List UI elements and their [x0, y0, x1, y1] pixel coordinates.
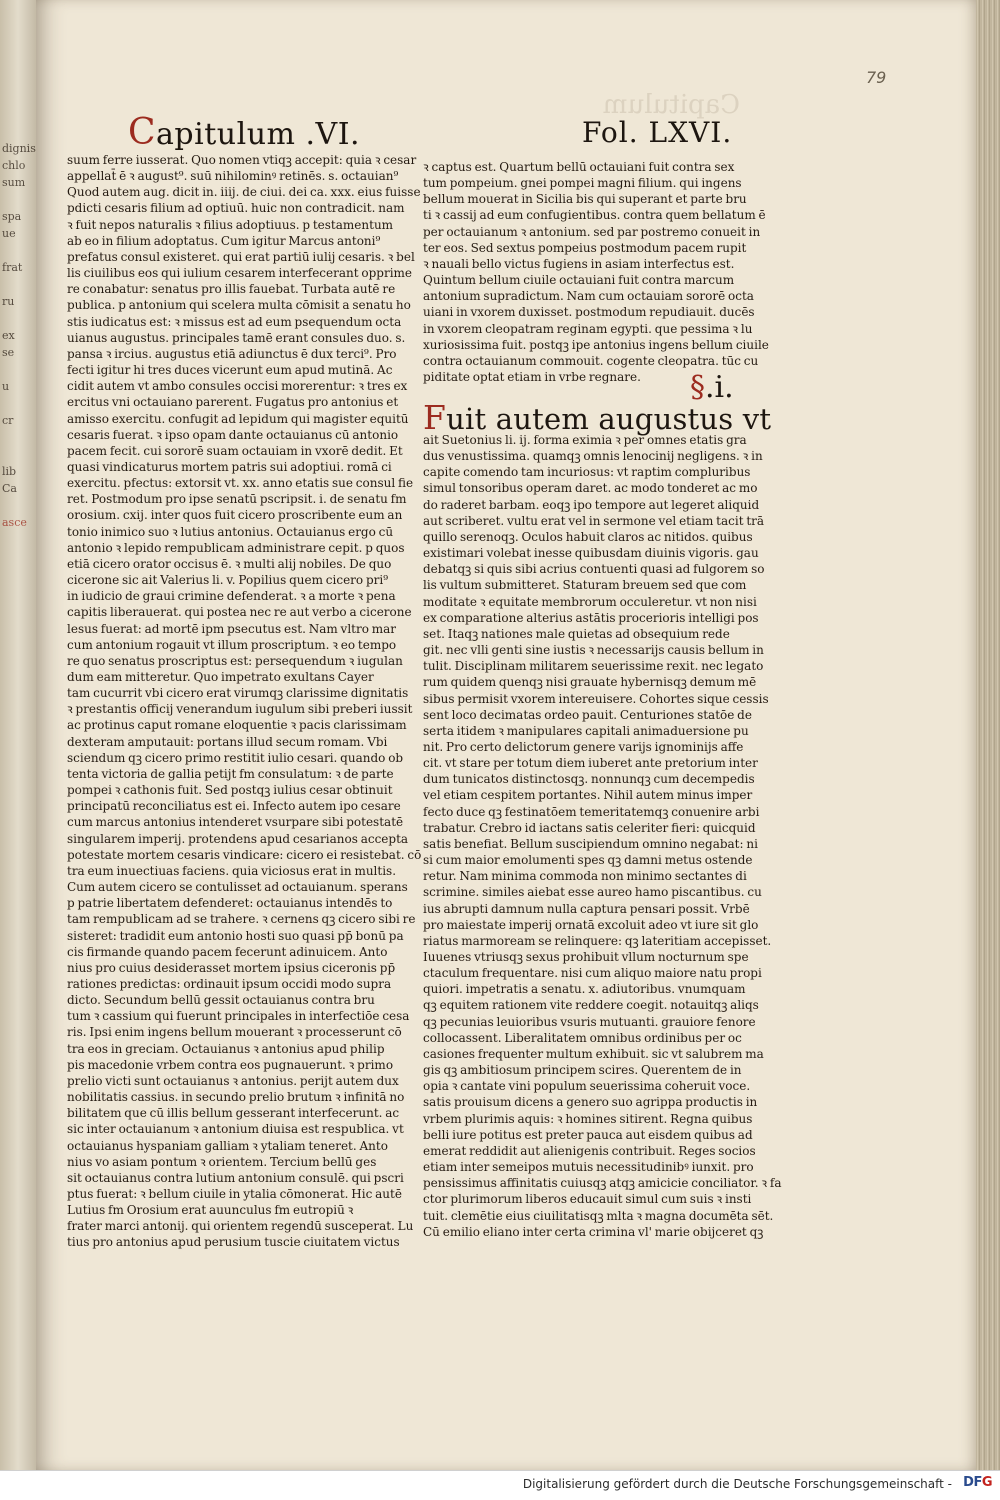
text-line: piditate optat etiam in vrbe regnare. — [423, 370, 641, 385]
text-line: ctor plurimorum liberos educauit simul cum suis ꝛ insti — [423, 1192, 752, 1207]
text-line: dicto. Secundum bellū gessit octauianus contra bru — [67, 993, 375, 1008]
text-line: p patrie libertatem defenderet: octauianus intendēs to — [67, 896, 393, 911]
text-line: tius pro antonius apud perusium tuscie ciuitatem victus — [67, 1235, 400, 1250]
text-line: vrbem plurimis aquis: ꝛ homines sitirent. Regna quibus — [423, 1111, 753, 1126]
text-line: trabatur. Crebro id iactans satis celeriter fieri: quicquid — [423, 820, 756, 835]
text-line: ꝛ nauali bello victus fugiens in asiam interfectus est. — [423, 256, 735, 271]
text-line: stis iudicatus est: ꝛ missus est ad eum psequendum octa — [67, 314, 402, 329]
text-line: belli iure potitus est preter pauca aut eisdem quibus ad — [423, 1127, 753, 1142]
text-line: tuit. clemētie eius ciuilitatisqꝫ mlta ꝛ magna documēta sēt. — [423, 1208, 774, 1223]
text-line: serta itidem ꝛ manipulares capitali animaduersione pu — [423, 723, 749, 738]
section-symbol: § — [690, 370, 705, 405]
text-line: principatū reconciliatus est ei. Infecto autem ipo cesare — [67, 799, 401, 814]
text-line: rationes predictas: ordinauit ipsum occidi modo supra — [67, 976, 392, 991]
text-line: orosium. cxij. inter quos fuit cicero proscribente eum an — [67, 508, 403, 523]
text-line: in iudicio de graui crimine defenderat. ꝛ a morte ꝛ pena — [67, 589, 396, 604]
text-line: ti ꝛ cassij ad eum confugientibus. contra quem bellatum ē — [423, 208, 766, 223]
text-line: xuriosissima fuit. postqꝫ ipe antonius ingens bellum ciuile — [423, 337, 769, 352]
text-line: dum tunicatos distinctosqꝫ. nonnunqꝫ cum decempedis — [423, 772, 755, 787]
text-line: pensissimus affinitatis cuiusqꝫ atqꝫ amicicie conciliator. ꝛ fa — [423, 1176, 782, 1191]
rubric-initial: C — [128, 112, 157, 153]
sliver-line — [2, 497, 36, 514]
page-fore-edge — [976, 0, 1000, 1470]
text-line: pompei ꝛ cathonis fuit. Sed postqꝫ iulius cesar obtinuit — [67, 783, 393, 798]
text-line: set. Itaqꝫ nationes male quietas ad obsequium rede — [423, 626, 730, 641]
text-line: ait Suetonius li. ij. forma eximia ꝛ per omnes etatis gra — [423, 433, 747, 447]
text-line: tonio inimico suo ꝛ lutius antonius. Octauianus ergo cū — [67, 524, 394, 539]
left-page-sliver-text — [2, 140, 36, 1200]
text-line: cum marcus antonius intenderet vsurpare sibi potestatē — [67, 815, 404, 830]
text-line: Cū emilio eliano inter certa crimina vl' marie obijceret qꝫ — [423, 1224, 764, 1239]
text-line: cesaris fuerat. ꝛ ipso opam dante octauianus cū antonio — [67, 427, 399, 442]
text-line: pacem fecit. cui sororē suam octauiam in vxorē dedit. Et — [67, 443, 403, 458]
text-line: suum ferre iusserat. Quo nomen vtiqꝫ accepit: quia ꝛ cesar — [67, 153, 417, 167]
section-number: .i. — [705, 370, 734, 405]
text-line: tra eum inuectiuas faciens. quia viciosus erat in multis. — [67, 863, 397, 878]
text-line: ꝛ fuit nepos naturalis ꝛ filius adoptiuus. p testamentum — [67, 217, 394, 232]
text-line: octauianus hyspaniam galliam ꝛ ytaliam teneret. Anto — [67, 1138, 388, 1153]
text-line: cit. vt stare per totum diem iuberet ante pretorium inter — [423, 756, 758, 771]
text-column-right-top — [423, 159, 769, 385]
funding-credit: Digitalisierung gefördert durch die Deutsche Forschungsgemeinschaft - — [522, 1477, 952, 1491]
text-line: tra eos in greciam. Octauianus ꝛ antonius apud philip — [67, 1041, 385, 1056]
text-line: publica. p antonium qui scelera multa cōmisit a senatu ho — [67, 298, 411, 313]
text-line: Lutius fm Orosium erat auunculus fm eutropiū ꝛ — [67, 1203, 354, 1218]
text-line: nit. Pro certo delictorum genere varijs ignominijs affe — [423, 739, 744, 754]
text-line: casiones frequenter multum exhibuit. sic vt salubrem ma — [423, 1046, 764, 1061]
text-line: tam cucurrit vbi cicero erat virumqꝫ clarissime dignitatis — [67, 686, 409, 701]
text-line: qꝫ pecunias leuioribus vsuris mutuanti. grauiore fenore — [423, 1014, 756, 1029]
text-line: riatus marmoream se relinquere: qꝫ lateritiam accepisset. — [423, 933, 772, 948]
text-line: emerat reddidit aut alienigenis contribuit. Reges socios — [423, 1143, 756, 1158]
text-line: sibus permisit vxorem intereuisere. Cohortes sique cessis — [423, 691, 769, 706]
sliver-line — [2, 191, 36, 208]
text-line: tum ꝛ cassium qui fuerunt principales in interfectiōe cesa — [67, 1009, 410, 1024]
text-line: appellat̄ ē ꝛ august⁹. suū nihilominꝰ retinēs. s. octauian⁹ — [67, 169, 399, 184]
sliver-line: sum — [2, 176, 26, 189]
text-line: Iuuenes vtriusqꝫ sexus prohibuit vllum nocturnum spe — [423, 950, 749, 964]
text-line: satis benefiat. Bellum suscipiendum omnino negabat: ni — [423, 836, 758, 851]
text-line: ercitus vni octauiano parerent. Fugatus pro antonius et — [67, 395, 399, 410]
text-line: ris. Ipsi enim ingens bellum mouerant ꝛ processerunt cō — [67, 1025, 402, 1040]
text-line: git. nec vlli genti sine iustis ꝛ necessarijs causis bellum in — [423, 643, 764, 658]
text-line: Quod autem aug. dicit in. iiij. de ciui. dei ca. xxx. eius fuisse — [67, 185, 421, 200]
text-line: pansa ꝛ ircius. augustus etiā adiunctus ē dux terci⁹. Pro — [67, 346, 397, 361]
text-line: quasi vindicaturus mortem patris sui adoptiui. romā ci — [67, 459, 392, 474]
text-column-left — [67, 152, 422, 1250]
text-line: cis firmande quando pacem fecerunt adinuicem. Anto — [67, 944, 388, 959]
pencil-folio-number: 79 — [866, 68, 887, 87]
text-line: in vxorem cleopatram reginam egypti. que pessima ꝛ lu — [423, 321, 753, 336]
sliver-line: cr — [2, 414, 14, 427]
text-line: exercitu. pfectus: extorsit vt. xx. anno etatis sue consul fie — [67, 476, 414, 491]
text-line: cum antonium rogauit vt illum proscriptum. ꝛ eo tempo — [67, 637, 397, 652]
running-head-folio: Fol. LXVI. — [582, 116, 733, 149]
sliver-line: ex — [2, 329, 15, 342]
sliver-line: frat — [2, 261, 23, 274]
text-line: rum quidem quenqꝫ nisi grauate hybernisqꝫ demum mē — [423, 675, 757, 690]
text-line: lis ciuilibus eos qui iulium cesarem interfecerant opprime — [67, 266, 413, 281]
text-line: antonium supradictum. Nam cum octauiam sororē octa — [423, 289, 754, 304]
sliver-line: se — [2, 346, 15, 359]
text-line: prelio victi sunt octauianus ꝛ antonius. perijt autem dux — [67, 1073, 399, 1088]
text-line: collocassent. Liberalitatem omnibus ordinibus per oc — [423, 1030, 742, 1045]
sliver-line — [2, 395, 36, 412]
sliver-line: lib — [2, 465, 17, 478]
text-line: capitis liberauerat. qui postea nec re aut verbo a cicerone — [67, 605, 412, 620]
text-line: nius pro cuius desiderasset mortem ipsius ciceronis pp̄ — [67, 960, 396, 975]
sliver-line — [2, 242, 36, 259]
text-line: etiam inter semeipos mutuis necessitudinibꝰ iunxit. pro — [423, 1160, 754, 1175]
sliver-line — [2, 276, 36, 293]
text-line: fecti igitur hi tres duces vicerunt eum apud mutinā. Ac — [67, 363, 393, 378]
sliver-line — [2, 361, 36, 378]
text-line: ꝛ captus est. Quartum bellū octauiani fuit contra sex — [423, 160, 735, 174]
text-line: ꝛ prestantis officij venerandum iugulum sibi preberi iussit — [67, 702, 413, 717]
text-line: satis prouisum dicens a genero suo agrippa productis in — [423, 1095, 758, 1110]
text-line: existimari volebat inesse quibusdam diuinis vigoris. gau — [423, 546, 759, 561]
text-line: contra octauianum commouit. cogente cleopatra. tūc cu — [423, 353, 759, 368]
text-line: etiā cicero orator occisus ē. ꝛ multi alij nobiles. De quo — [67, 556, 392, 571]
text-line: tenta victoria de gallia petijt fm consulatum: ꝛ de parte — [67, 766, 394, 781]
bleed-through-ink: Capitulum — [602, 90, 740, 120]
text-line: opia ꝛ cantate vini populum seuerissima coheruit voce. — [423, 1079, 751, 1094]
dfg-logo: DFG — [963, 1475, 992, 1490]
sliver-line — [2, 310, 36, 327]
text-line: lis vultum submitteret. Staturam breuem sed que com — [423, 578, 747, 593]
text-line: quiori. impetratis a senatu. x. adiutoribus. vnumquam — [423, 982, 746, 997]
text-line: frater marci antonij. qui orientem regendū susceperat. Lu — [67, 1219, 414, 1234]
sliver-line: dignis — [2, 142, 36, 155]
text-line: capite comendo tam incuriosus: vt raptim compluribus — [423, 465, 751, 480]
heading-initial: F — [423, 398, 447, 437]
text-line: si cum maior emolumenti spes qꝫ damni metus ostende — [423, 853, 753, 868]
text-line: debatqꝫ si quis sibi acrius contuenti quasi ad fulgorem so — [423, 562, 765, 577]
text-line: singularem imperij. protendens apud cesarianos accepta — [67, 831, 409, 846]
text-line: dexteram amputauit: portans illud secum romam. Vbi — [67, 734, 388, 749]
sliver-line: spa — [2, 210, 22, 223]
text-line: qꝫ equitem rationem vite reddere coegit. notauitqꝫ aliqs — [423, 998, 759, 1013]
text-line: ab eo in filium adoptatus. Cum igitur Marcus antoni⁹ — [67, 233, 381, 248]
text-line: ret. Postmodum pro ipse senatū pscripsit. i. de senatu fm — [67, 492, 407, 507]
sliver-line: u — [2, 380, 10, 393]
text-line: sisteret: tradidit eum antonio hosti suo quasi pp̄ bonū pa — [67, 928, 404, 943]
sliver-line: chlo — [2, 159, 26, 172]
text-line: per octauianum ꝛ antonium. sed par postremo conueit in — [423, 224, 761, 239]
text-line: ptus fuerat: ꝛ bellum ciuile in ytalia cōmonerat. Hic autē — [67, 1187, 402, 1201]
text-line: sic inter octauianum ꝛ antonium diuisa est respublica. vt — [67, 1122, 404, 1137]
text-line: antonio ꝛ lepido rempublicam administrare cepit. p quos — [67, 540, 405, 555]
text-line: bellum mouerat in Sicilia bis qui superant et parte bru — [423, 192, 747, 207]
text-line: re conabatur: senatus pro illis fauebat. Turbata autē re — [67, 282, 396, 297]
running-head-chapter — [128, 112, 360, 153]
text-line: Cum autem cicero se contulisset ad octauianum. sperans — [67, 880, 408, 895]
text-line: ac protinus caput romane eloquentie ꝛ pacis clarissimam — [67, 718, 407, 733]
text-line: lesus fuerat: ad mortē ipm psecutus est. Nam vltro mar — [67, 621, 397, 636]
text-line: gis qꝫ ambitiosum principem scires. Querentem de in — [423, 1063, 742, 1078]
sliver-line: asce — [2, 516, 27, 529]
text-line: sent loco decimatas ordeo pauit. Centuriones statōe de — [423, 707, 752, 722]
text-line: tum pompeium. gnei pompei magni filium. qui ingens — [423, 176, 742, 191]
text-line: uiani in vxorem duxisset. postmodum repudiauit. ducēs — [423, 305, 755, 320]
text-line: bilitatem que cū illis bellum gesserant interfecerunt. ac — [67, 1106, 400, 1121]
text-line: tulit. Disciplinam militarem seuerissime rexit. nec legato — [423, 659, 764, 674]
sliver-line: ue — [2, 227, 16, 240]
text-line: dus venustissima. quamqꝫ omnis lenocinij negligens. ꝛ in — [423, 449, 763, 464]
text-line: quillo serenoqꝫ. Oculos habuit claros ac nitidos. quibus — [423, 529, 753, 544]
text-line: ctaculum frequentare. nisi cum aliquo maiore natu propi — [423, 966, 762, 981]
text-line: nius vo asiam pontum ꝛ orientem. Tercium bellū ges — [67, 1154, 377, 1169]
text-line: sciendum qꝫ cicero primo restitit iulio cesari. quando ob — [67, 750, 404, 765]
text-line: ius abrupti damnum nulla captura pensari possit. Vrbē — [423, 901, 750, 916]
text-line: pro maiestate imperij ornatā excoluit adeo vt iure sit glo — [423, 917, 759, 932]
heading-text: uit autem augustus vt — [446, 402, 772, 436]
text-line: amisso exercitu. confugit ad lepidum qui magister equitū — [67, 411, 409, 426]
sliver-line: ru — [2, 295, 15, 308]
text-line: pis macedonie vrbem contra eos pugnauerunt. ꝛ primo — [67, 1057, 394, 1072]
text-line: fecto duce qꝫ festinatōem temeritatemqꝫ conuenire arbi — [423, 804, 760, 819]
sliver-line: Ca — [2, 482, 17, 495]
text-line: pdicti cesaris filium ad optiuū. huic non contradicit. nam — [67, 201, 405, 216]
text-line: vel etiam cespitem portantes. Nihil autem minus imper — [423, 788, 753, 803]
text-column-right-bottom — [423, 432, 782, 1239]
text-line: re quo senatus proscriptus est: persequendum ꝛ iugulan — [67, 653, 403, 668]
text-line: uianus augustus. principales tamē erant consules duo. s. — [67, 330, 406, 345]
text-line: cidit autem vt ambo consules occisi morerentur: ꝛ tres ex — [67, 379, 408, 394]
running-head-chapter-text: apitulum .VI. — [156, 117, 361, 152]
text-line: nobilitatis cassius. in secundo prelio brutum ꝛ infinitā no — [67, 1090, 405, 1105]
text-line: ex comparatione alterius astātis procerioris intelligi pos — [423, 610, 759, 625]
text-line: scrimine. similes aiebat esse aureo hamo piscantibus. cu — [423, 885, 762, 900]
text-line: prefatus consul existeret. qui erat partiū iulij cesaris. ꝛ bel — [67, 249, 415, 264]
text-line: cicerone sic ait Valerius li. v. Popilius quem cicero pri⁹ — [67, 573, 389, 588]
text-line: simul tonsoribus operam daret. ac modo tonderet ac mo — [423, 481, 758, 496]
text-line: potestate mortem cesaris vindicare: cicero ei resistebat. cō — [67, 847, 422, 862]
text-line: do raderet barbam. eoqꝫ ipo tempore aut legeret aliquid — [423, 497, 760, 512]
text-line: Quintum bellum ciuile octauiani fuit contra marcum — [423, 273, 735, 288]
text-line: aut scriberet. vultu erat vel in sermone vel etiam tacit trā — [423, 513, 765, 528]
text-line: dum eam mitteretur. Quo impetrato exultans Cayer — [67, 670, 374, 684]
text-line: moditate ꝛ equitate membrorum occuleretur. vt non nisi — [423, 594, 757, 609]
sliver-line — [2, 446, 36, 463]
text-line: ter eos. Sed sextus pompeius postmodum pacem rupit — [423, 240, 747, 255]
sliver-line — [2, 429, 36, 446]
text-line: retur. Nam minima commoda non minimo sectantes di — [423, 869, 747, 884]
text-line: tam rempublicam ad se trahere. ꝛ cernens qꝫ cicero sibi re — [67, 912, 416, 927]
text-line: sit octauianus contra lutium antonium consulē. qui pscri — [67, 1170, 404, 1185]
